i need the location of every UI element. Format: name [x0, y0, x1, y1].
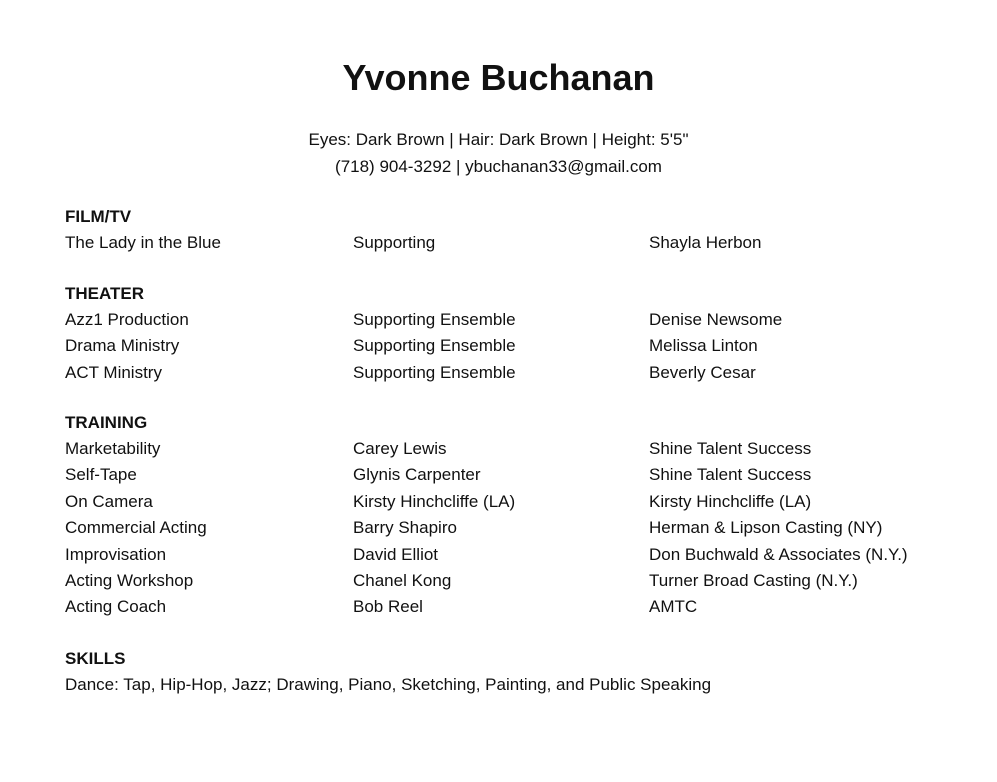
table-row [65, 515, 965, 541]
table-row [65, 568, 965, 594]
section-title-training: TRAINING [65, 413, 148, 432]
course: Acting Workshop [65, 570, 194, 590]
role: Supporting Ensemble [353, 336, 516, 356]
institution: Shine Talent Success [649, 465, 812, 485]
course: Marketability [65, 439, 161, 458]
instructor: Kirsty Hinchcliffe (LA) [353, 491, 516, 511]
course: On Camera [65, 491, 153, 511]
course: Improvisation [65, 544, 167, 564]
instructor: Bob Reel [353, 597, 423, 617]
table-row [65, 594, 965, 620]
course: Self-Tape [65, 465, 137, 485]
table-row [65, 360, 965, 386]
section-training [65, 410, 965, 621]
table-row [65, 230, 965, 256]
instructor: Carey Lewis [353, 439, 447, 458]
instructor: Barry Shapiro [353, 518, 457, 538]
director: Melissa Linton [649, 336, 758, 356]
table-row [65, 307, 965, 333]
table-row [65, 542, 965, 568]
table-row [65, 489, 965, 515]
institution: Kirsty Hinchcliffe (LA) [649, 491, 812, 511]
table-row [65, 462, 965, 488]
physical-attributes: Eyes: Dark Brown | Hair: Dark Brown | Height: 5'5" [308, 130, 689, 149]
instructor: David Elliot [353, 544, 439, 564]
role: Supporting [353, 233, 436, 252]
contact-info: (718) 904-3292 | ybuchanan33@gmail.com [335, 157, 662, 176]
institution: Don Buchwald & Associates (N.Y.) [649, 544, 908, 564]
role: Supporting Ensemble [353, 310, 516, 329]
section-title-skills: SKILLS [65, 649, 126, 668]
director: Shayla Herbon [649, 233, 762, 252]
course: Acting Coach [65, 597, 167, 617]
institution: Shine Talent Success [649, 439, 812, 458]
role: Supporting Ensemble [353, 362, 516, 382]
director: Denise Newsome [649, 310, 783, 329]
instructor: Glynis Carpenter [353, 465, 481, 485]
table-row [65, 333, 965, 359]
production: ACT Ministry [65, 362, 162, 382]
project-title: The Lady in the Blue [65, 233, 221, 252]
section-theater [65, 281, 965, 386]
production: Drama Ministry [65, 336, 180, 356]
table-row [65, 436, 965, 462]
section-title-film-tv: FILM/TV [65, 207, 132, 226]
institution: Herman & Lipson Casting (NY) [649, 518, 883, 538]
instructor: Chanel Kong [353, 570, 452, 590]
section-film-tv [65, 204, 965, 256]
production: Azz1 Production [65, 310, 189, 329]
institution: Turner Broad Casting (N.Y.) [649, 570, 858, 590]
skills-list: Dance: Tap, Hip-Hop, Jazz; Drawing, Piano, Sketching, Painting, and Public Speaking [65, 675, 712, 694]
section-title-theater: THEATER [65, 284, 145, 303]
director: Beverly Cesar [649, 362, 756, 382]
institution: AMTC [649, 597, 698, 617]
section-skills [65, 646, 965, 698]
course: Commercial Acting [65, 518, 207, 538]
resume-name: Yvonne Buchanan [342, 57, 655, 98]
